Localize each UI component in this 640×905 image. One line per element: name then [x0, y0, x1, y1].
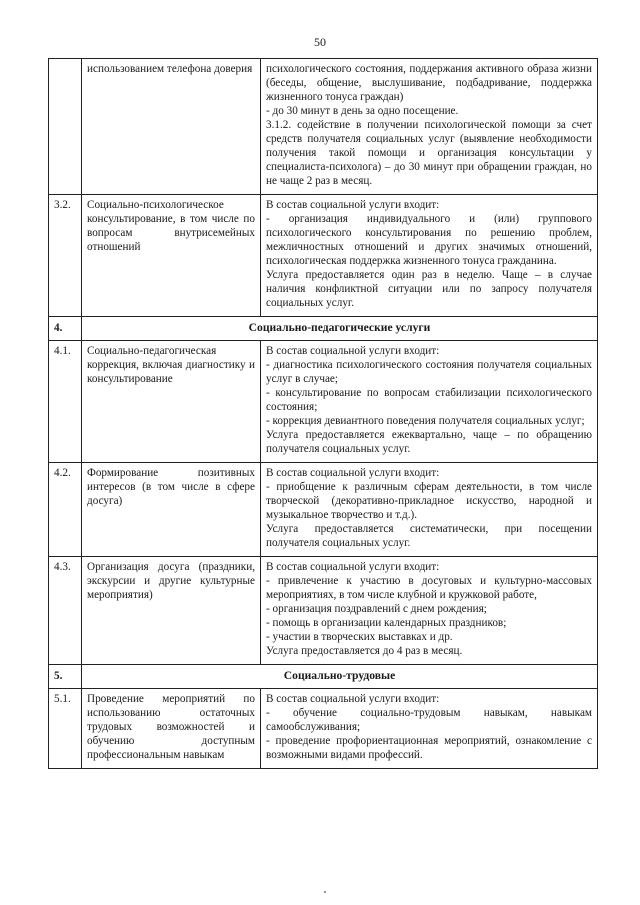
- service-description: [261, 463, 598, 557]
- service-name: Организация досуга (праздники, экскурсии и другие культурные мероприятия): [82, 557, 261, 665]
- service-name: использованием телефона доверия: [82, 59, 261, 195]
- description-line: - приобщение к различным сферам деятельности, в том числе творческой (декоративно-прикладное искусство, народной и музыкальное творчество и т.д.).: [266, 481, 592, 521]
- row-number: 4.1.: [49, 341, 82, 463]
- description-line: - организация поздравлений с днем рождения;: [266, 603, 487, 615]
- section-title: Социально-педагогические услуги: [82, 317, 598, 341]
- service-description: [261, 195, 598, 317]
- description-line: - консультирование по вопросам стабилизации психологического состояния;: [266, 387, 592, 413]
- services-table: [48, 58, 598, 769]
- description-line: 3.1.2. содействие в получении психологической помощи за счет средств получателя социальных услуг (выявление необходимости получения такой помощи и организация консультации у специалиста-психолога) – до 30 минут при обращении граждан, но не чаще 2 раз в месяц.: [266, 119, 592, 187]
- description-line: - привлечение к участию в досуговых и культурно-массовых мероприятиях, в том числе клубной и кружковой работе,: [266, 575, 592, 601]
- description-line: Услуга предоставляется до 4 раз в месяц.: [266, 645, 463, 657]
- row-number: 4.2.: [49, 463, 82, 557]
- row-number: [49, 59, 82, 195]
- service-name: Формирование позитивных интересов (в том числе в сфере досуга): [82, 463, 261, 557]
- service-row: [49, 195, 598, 317]
- scan-dot: [324, 891, 326, 893]
- service-row: [49, 59, 598, 195]
- description-line: - диагностика психологического состояния получателя социальных услуг в случае;: [266, 359, 592, 385]
- service-row: [49, 463, 598, 557]
- description-line: В состав социальной услуги входит:: [266, 561, 440, 573]
- section-row: [49, 665, 598, 689]
- description-line: В состав социальной услуги входит:: [266, 467, 440, 479]
- description-line: В состав социальной услуги входит:: [266, 199, 440, 211]
- service-description: [261, 689, 598, 769]
- row-number: 4.: [49, 317, 82, 341]
- service-name: Проведение мероприятий по использованию остаточных трудовых возможностей и обучению доступным профессиональным навыкам: [82, 689, 261, 769]
- description-line: В состав социальной услуги входит:: [266, 693, 440, 705]
- service-row: [49, 341, 598, 463]
- service-description: [261, 59, 598, 195]
- description-line: - организация индивидуального и (или) группового психологического консультирования по решению проблем, межличностных отношений и других значимых отношений, психологическая поддержка жизненного тонуса гражданина.: [266, 213, 592, 267]
- section-title: Социально-трудовые: [82, 665, 598, 689]
- page-number: 50: [314, 35, 326, 49]
- service-row: [49, 557, 598, 665]
- service-description: [261, 557, 598, 665]
- row-number: 5.: [49, 665, 82, 689]
- service-row: [49, 689, 598, 769]
- row-number: 5.1.: [49, 689, 82, 769]
- description-line: психологического состояния, поддержания активного образа жизни (беседы, общение, выслушивание, подбадривание, поддержка жизненного тонуса граждан): [266, 63, 592, 103]
- section-row: [49, 317, 598, 341]
- row-number: 4.3.: [49, 557, 82, 665]
- service-description: [261, 341, 598, 463]
- description-line: Услуга предоставляется ежеквартально, чаще – по обращению получателя социальных услуг.: [266, 429, 592, 455]
- description-line: - участии в творческих выставках и др.: [266, 631, 453, 643]
- service-name: Социально-психологическое консультирование, в том числе по вопросам внутрисемейных отношений: [82, 195, 261, 317]
- description-line: - до 30 минут в день за одно посещение.: [266, 105, 459, 117]
- row-number: 3.2.: [49, 195, 82, 317]
- services-table-body: [49, 59, 598, 769]
- description-line: - обучение социально-трудовым навыкам, навыкам самообслуживания;: [266, 707, 592, 733]
- description-line: - коррекция девиантного поведения получателя социальных услуг;: [266, 415, 585, 427]
- service-name: Социально-педагогическая коррекция, включая диагностику и консультирование: [82, 341, 261, 463]
- description-line: В состав социальной услуги входит:: [266, 345, 440, 357]
- description-line: - помощь в организации календарных праздников;: [266, 617, 507, 629]
- description-line: Услуга предоставляется систематически, при посещении получателя социальных услуг.: [266, 523, 592, 549]
- description-line: Услуга предоставляется один раз в неделю. Чаще – в случае наличия конфликтной ситуации или по запросу получателя социальных услуг.: [266, 269, 592, 309]
- description-line: - проведение профориентационная мероприятий, ознакомление с возможными видами профессий.: [266, 735, 592, 761]
